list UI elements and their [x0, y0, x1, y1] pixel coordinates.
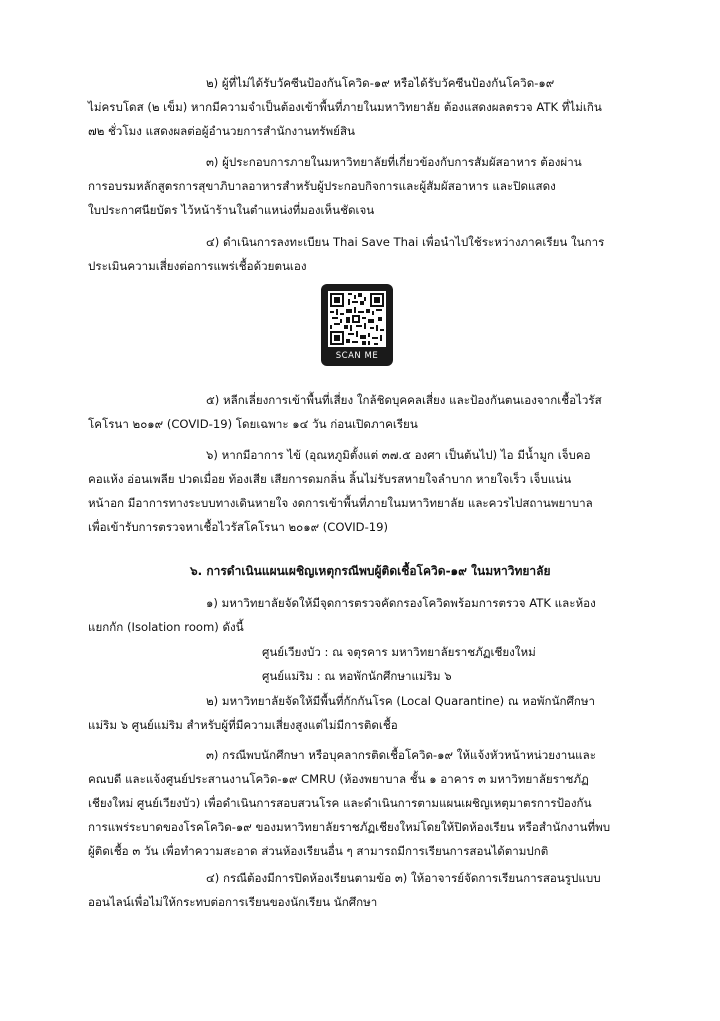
- item-2-line-2: ไม่ครบโดส (๒ เข็ม) หากมีความจำเป็นต้องเข้าพื้นที่ภายในมหาวิทยาลัย ต้องแสดงผลตรวจ ATK ที่ไม่เกิน: [88, 100, 602, 114]
- item-3-line-2: การอบรมหลักสูตรการสุขาภิบาลอาหารสำหรับผู้ประกอบกิจการและผู้สัมผัสอาหาร และปิดแสดง: [88, 179, 556, 193]
- item-2-line-1: ๒) ผู้ที่ไม่ได้รับวัคซีนป้องกันโควิด-๑๙ หรือได้รับวัคซีนป้องกันโควิด-๑๙: [206, 76, 555, 90]
- item-4-line-2: ประเมินความเสี่ยงต่อการแพร่เชื้อด้วยตนเอง: [88, 259, 307, 273]
- item-2-line-3: ๗๒ ชั่วโมง แสดงผลต่อผู้อำนวยการสำนักงานทรัพย์สิน: [88, 124, 355, 138]
- item-6-line-4: เพื่อเข้ารับการตรวจหาเชื้อไวรัสโคโรนา ๒๐๑๙ (COVID-19): [88, 520, 389, 534]
- item-3-line-3: ใบประกาศนียบัตร ไว้หน้าร้านในตำแหน่งที่มองเห็นชัดเจน: [88, 203, 375, 217]
- s6-item-3-line-5: ผู้ติดเชื้อ ๓ วัน เพื่อทำความสะอาด ส่วนห้องเรียนอื่น ๆ สามารถมีการเรียนการสอนได้ตามปกติ: [88, 844, 549, 858]
- s6-item-1-sub-2: ศูนย์แม่ริม : ณ หอพักนักศึกษาแม่ริม ๖: [262, 669, 452, 683]
- s6-item-2-line-1: ๒) มหาวิทยาลัยจัดให้มีพื้นที่กักกันโรค (Local Quarantine) ณ หอพักนักศึกษา: [206, 694, 596, 708]
- s6-item-2-line-2: แม่ริม ๖ ศูนย์แม่ริม สำหรับผู้ที่มีความเสี่ยงสูงแต่ไม่มีการติดเชื้อ: [88, 718, 398, 732]
- s6-item-4-line-1: ๔) กรณีต้องมีการปิดห้องเรียนตามข้อ ๓) ให้อาจารย์จัดการเรียนการสอนรูปแบบ: [206, 871, 601, 885]
- item-6-line-1: ๖) หากมีอาการ ไข้ (อุณหภูมิตั้งแต่ ๓๗.๕ องศา เป็นต้นไป) ไอ มีน้ำมูก เจ็บคอ: [206, 448, 591, 462]
- item-5-line-1: ๕) หลีกเลี่ยงการเข้าพื้นที่เสี่ยง ใกล้ชิดบุคคลเสี่ยง และป้องกันตนเองจากเชื้อไวรัส: [206, 393, 602, 407]
- s6-item-1-sub-1: ศูนย์เวียงบัว : ณ จตุรคาร มหาวิทยาลัยราชภัฏเชียงใหม่: [262, 645, 536, 659]
- item-5-line-2: โคโรนา ๒๐๑๙ (COVID-19) โดยเฉพาะ ๑๔ วัน ก่อนเปิดภาคเรียน: [88, 417, 418, 431]
- item-4-line-1: ๔) ดำเนินการลงทะเบียน Thai Save Thai เพื่อนำไปใช้ระหว่างภาคเรียน ในการ: [206, 235, 605, 249]
- s6-item-1-line-1: ๑) มหาวิทยาลัยจัดให้มีจุดการตรวจคัดกรองโควิดพร้อมการตรวจ ATK และห้อง: [206, 596, 596, 610]
- s6-item-3-line-1: ๓) กรณีพบนักศึกษา หรือบุคลากรติดเชื้อโควิด-๑๙ ให้แจ้งหัวหน้าหน่วยงานและ: [206, 748, 596, 762]
- qr-caption: SCAN ME: [335, 351, 379, 361]
- item-3-line-1: ๓) ผู้ประกอบการภายในมหาวิทยาลัยที่เกี่ยวข้องกับการสัมผัสอาหาร ต้องผ่าน: [206, 155, 582, 169]
- s6-item-4-line-2: ออนไลน์เพื่อไม่ให้กระทบต่อการเรียนของนักเรียน นักศึกษา: [88, 895, 378, 909]
- section-6-heading: ๖. การดำเนินแผนเผชิญเหตุกรณีพบผู้ติดเชื้อโควิด-๑๙ ในมหาวิทยาลัย: [190, 564, 551, 578]
- qr-code-icon: [328, 291, 386, 347]
- item-6-line-3: หน้าอก มีอาการทางระบบทางเดินหายใจ งดการเข้าพื้นที่ภายในมหาวิทยาลัย และควรไปสถานพยาบาล: [88, 496, 593, 510]
- qr-code: [321, 284, 393, 366]
- s6-item-3-line-4: การแพร่ระบาดของโรคโควิด-๑๙ ของมหาวิทยาลัยราชภัฏเชียงใหม่โดยให้ปิดห้องเรียน หรือสำนักงานที่พบ: [88, 820, 611, 834]
- item-6-line-2: คอแห้ง อ่อนเพลีย ปวดเมื่อย ท้องเสีย เสียการดมกลิ่น ลิ้นไม่รับรสหายใจลำบาก หายใจเร็ว เจ็บแน่น: [88, 472, 572, 486]
- s6-item-1-line-2: แยกกัก (Isolation room) ดังนี้: [88, 620, 244, 634]
- s6-item-3-line-2: คณบดี และแจ้งศูนย์ประสานงานโควิด-๑๙ CMRU (ห้องพยาบาล ชั้น ๑ อาคาร ๓ มหาวิทยาลัยราชภัฏ: [88, 772, 589, 786]
- s6-item-3-line-3: เชียงใหม่ ศูนย์เวียงบัว) เพื่อดำเนินการสอบสวนโรค และดำเนินการตามแผนเผชิญเหตุมาตรการป้องกัน: [88, 796, 592, 810]
